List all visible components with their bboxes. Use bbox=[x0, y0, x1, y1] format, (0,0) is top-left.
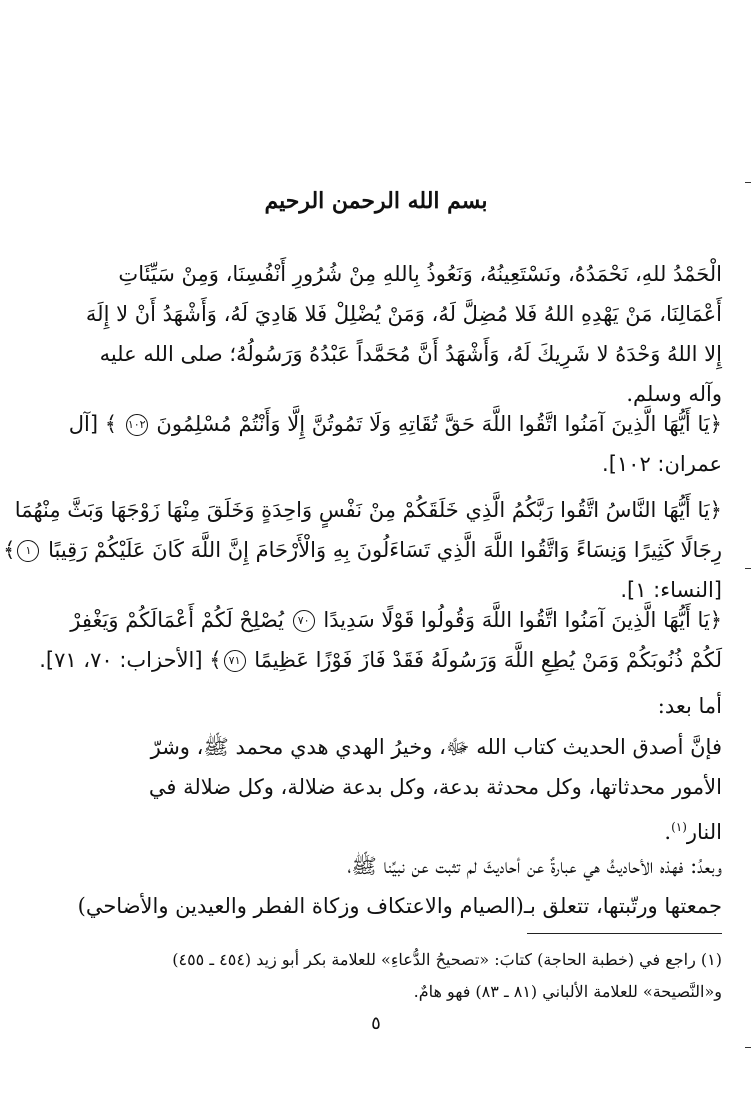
footnote bbox=[30, 944, 722, 1008]
verse-reference: عمران: ١٠٢]. bbox=[602, 452, 722, 476]
paragraph-line: فإنَّ أصدق الحديث كتاب الله ﷻ، وخيرُ الهدي هدي محمد ﷺ، وشرّ bbox=[150, 735, 722, 759]
verse-text: يُصْلِحْ لَكُمْ أَعْمَالَكُمْ وَيَغْفِرْ bbox=[70, 608, 284, 632]
verse-text: لَكُمْ ذُنُوبَكُمْ وَمَنْ يُطِعِ اللَّهَ وَرَسُولَهُ فَقَدْ فَازَ فَوْزًا عَظِيمًا bbox=[254, 648, 722, 672]
verse-line: ﴿يَا أَيُّهَا النَّاسُ اتَّقُوا رَبَّكُمُ الَّذِي خَلَقَكُمْ مِنْ نَفْسٍ وَاحِدَةٍ وَخَلَقَ مِنْهَا زَوْجَهَا وَبَثَّ مِنْهُمَا bbox=[14, 498, 722, 522]
verse-close: ﴾ [آل bbox=[68, 412, 118, 436]
ayah-number-marker: ٧٠ bbox=[293, 610, 315, 632]
intro-paragraph bbox=[30, 846, 722, 926]
paragraph-line: الأمور محدثاتها، وكل محدثة بدعة، وكل بدعة ضلالة، وكل ضلالة في bbox=[148, 775, 722, 799]
paragraph-line: أما بعد: bbox=[657, 694, 722, 718]
opening-praise-paragraph bbox=[30, 254, 722, 414]
paragraph-line: وآله وسلم. bbox=[626, 382, 722, 406]
paragraph-line: جمعتها ورتّبتها، تتعلق بـ(الصيام والاعتكاف وزكاة الفطر والعيدين والأضاحي) bbox=[77, 894, 722, 918]
verse-text: ﴿يَا أَيُّهَا الَّذِينَ آمَنُوا اتَّقُوا اللَّهَ وَقُولُوا قَوْلًا سَدِيدًا bbox=[323, 608, 722, 632]
verse-text: ﴿يَا أَيُّهَا الَّذِينَ آمَنُوا اتَّقُوا اللَّهَ حَقَّ تُقَاتِهِ وَلَا تَمُوتُنَّ إِلَّا وَأَنْتُمْ مُسْلِمُونَ bbox=[156, 412, 722, 436]
paragraph-end: . bbox=[664, 820, 672, 844]
page-edge-mark bbox=[745, 568, 751, 569]
verse-line bbox=[30, 404, 722, 444]
verse-close: ﴾ bbox=[209, 648, 222, 672]
footnote-reference[interactable]: (١) bbox=[671, 820, 687, 834]
verse-line bbox=[3, 530, 722, 570]
verse-text: رِجَالًا كَثِيرًا وَنِسَاءً وَاتَّقُوا اللَّهَ الَّذِي تَسَاءَلُونَ بِهِ وَالْأَرْحَامَ إِنَّ اللَّهَ كَانَ عَلَيْكُمْ رَقِيبًا bbox=[48, 538, 722, 562]
ayah-number-marker: ٧١ bbox=[224, 650, 246, 672]
page-edge-mark bbox=[745, 1047, 751, 1048]
page-edge-mark bbox=[745, 182, 751, 183]
paragraph-line: وبعدُ: فهذه الأحاديثُ هي عبارةٌ عن أحاديثَ لم تثبت عن نبيِّنا ﷺ، bbox=[347, 854, 722, 878]
paragraph-line: إِلا اللهُ وَحْدَهُ لا شَرِيكَ لَهُ، وَأَشْهَدُ أَنَّ مُحَمَّداً عَبْدُهُ وَرَسُولُهُ؛ صلى الله عليه bbox=[99, 342, 722, 366]
verse-line bbox=[30, 600, 722, 640]
footnote-divider bbox=[527, 933, 722, 934]
ayah-number-marker: ١ bbox=[17, 540, 39, 562]
footnote-line: و«النَّصيحة» للعلامة الألباني (٨١ ـ ٨٣) فهو هامٌ. bbox=[413, 982, 722, 1001]
ayah-number-marker: ١٠٢ bbox=[126, 414, 148, 436]
paragraph-text: النار bbox=[686, 820, 722, 844]
verse-reference: [النساء: ١]. bbox=[620, 578, 722, 602]
footnote-line: (١) راجع في (خطبة الحاجة) كتابَ: «تصحيحُ الدُّعاءِ» للعلامة بكر أبو زيد (٤٥٤ ـ ٤٥٥) bbox=[172, 950, 722, 969]
verse-reference: [الأحزاب: ٧٠، ٧١]. bbox=[39, 648, 203, 672]
verse-line bbox=[30, 640, 722, 680]
verse-close: ﴾ bbox=[3, 538, 16, 562]
paragraph-line: الْحَمْدُ للهِ، نَحْمَدُهُ، ونَسْتَعِينُهُ، وَنَعُوذُ بِاللهِ مِنْ شُرُورِ أَنْفُسِنَا، وَمِنْ سَيِّئَاتِ bbox=[118, 262, 722, 286]
quran-verse-al-ahzab bbox=[30, 600, 722, 680]
hadith-paragraph bbox=[30, 727, 722, 852]
quran-verse-al-imran bbox=[30, 404, 722, 484]
paragraph-line: أَعْمَالِنَا، مَنْ يَهْدِهِ اللهُ فَلا مُضِلَّ لَهُ، وَمَنْ يُضْلِلْ فَلا هَادِيَ لَهُ، وَأَشْهَدُ أَنْ لا إِلَهَ bbox=[85, 302, 722, 326]
page-number: ٥ bbox=[371, 1013, 381, 1034]
quran-verse-an-nisa bbox=[3, 490, 722, 610]
page-title: بسم الله الرحمن الرحيم bbox=[264, 188, 488, 214]
transition-heading bbox=[30, 686, 722, 726]
